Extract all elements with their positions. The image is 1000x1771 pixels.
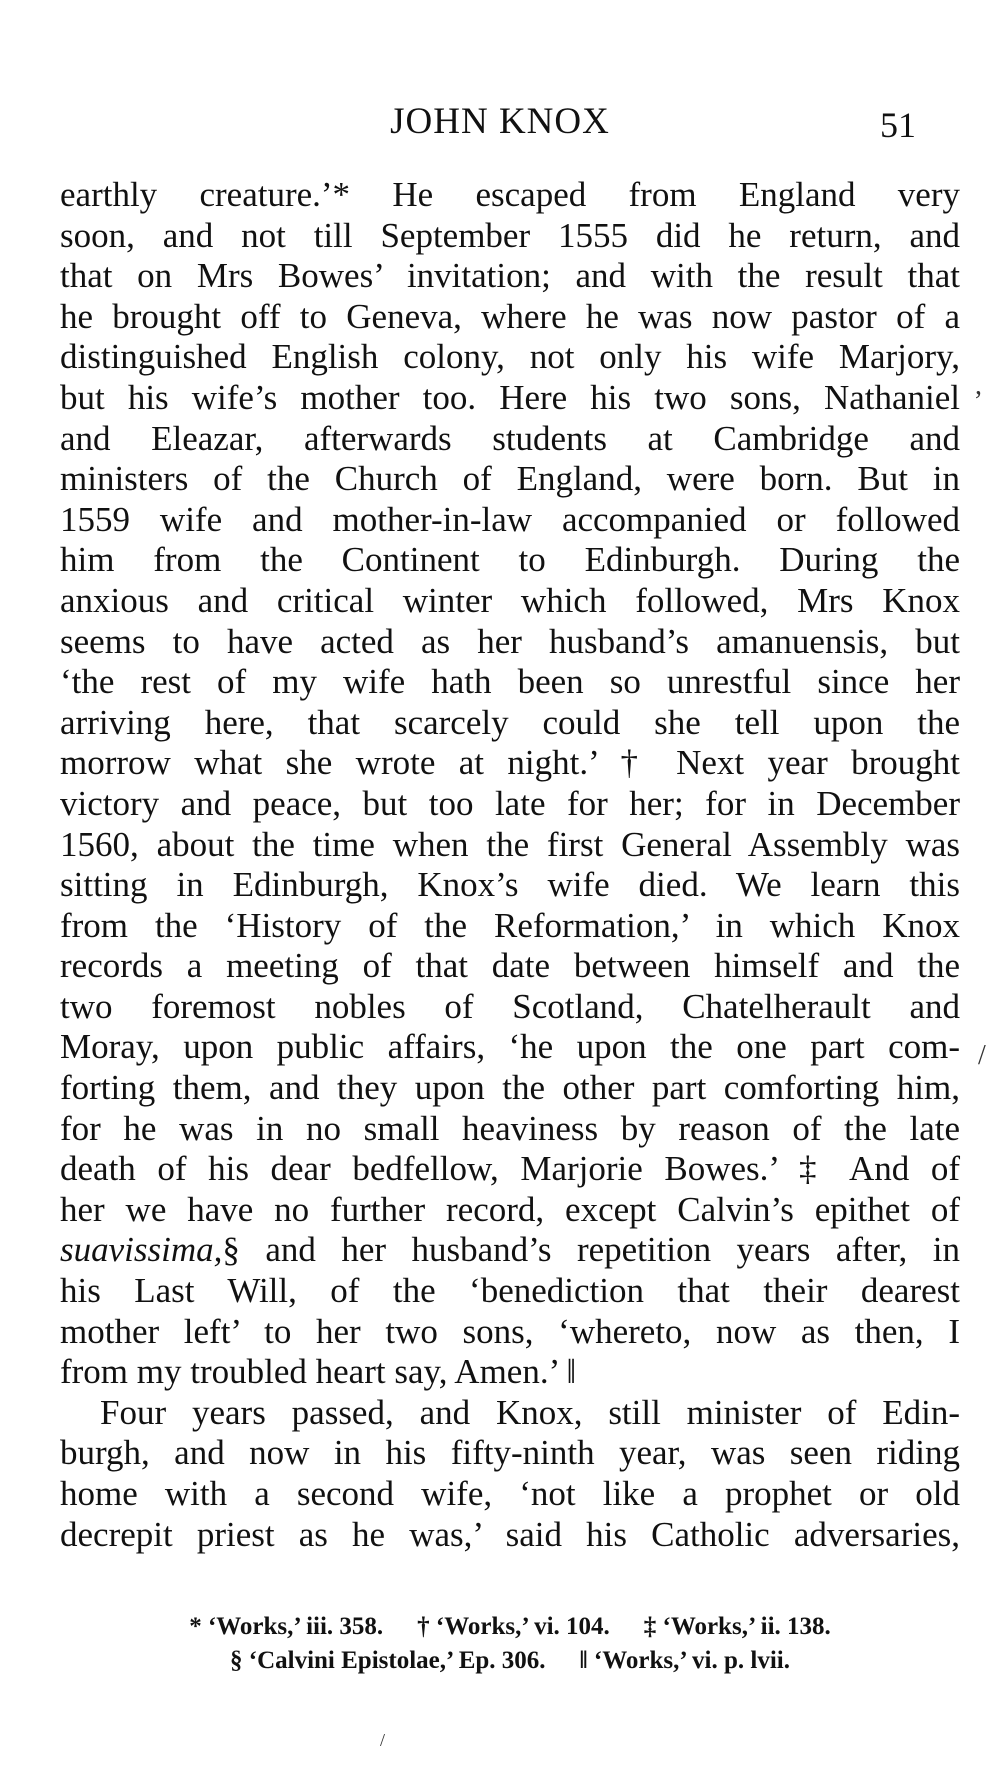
text-line: soon, and not till September 1555 did he return, and (60, 215, 960, 255)
body-text (60, 175, 960, 1555)
text-line: earthly creature.’* He escaped from England very (60, 175, 960, 214)
text-line: death of his dear bedfellow, Marjorie Bowes.’ ‡ And of (60, 1149, 960, 1189)
footnote: ‖ ‘Works,’ vi. p. lvii. (579, 1647, 790, 1674)
text-line: Moray, upon public affairs, ‘he upon the one part com- (60, 1027, 960, 1067)
text-line: decrepit priest as he was,’ said his Catholic adversaries, (60, 1514, 960, 1554)
text-line: records a meeting of that date between himself and the (60, 946, 960, 986)
text-line: from my troubled heart say, Amen.’ ‖ (60, 1352, 577, 1392)
margin-mark: , (975, 370, 982, 401)
text-line: distinguished English colony, not only his wife Marjory, (60, 337, 960, 377)
text-line: mother left’ to her two sons, ‘whereto, now as then, I (60, 1311, 960, 1351)
text-line: burgh, and now in his fifty-ninth year, was seen riding (60, 1433, 960, 1473)
text-line: seems to have acted as her husband’s amanuensis, but (60, 621, 960, 661)
running-head (0, 100, 1000, 150)
footnote-mark: § (222, 1230, 240, 1270)
text-line: morrow what she wrote at night.’ † Next year brought (60, 743, 960, 783)
text-line-rest: and her husband’s repetition years after, in (265, 1230, 960, 1270)
text-line: his Last Will, of the ‘benediction that their dearest (60, 1271, 960, 1311)
footnote: * ‘Works,’ iii. 358. (189, 1613, 384, 1640)
text-line: arriving here, that scarcely could she tell upon the (60, 702, 960, 742)
page-number: 51 (880, 105, 916, 145)
italic-word: suavissima, (60, 1230, 223, 1270)
text-line: home with a second wife, ‘not like a prophet or old (60, 1474, 960, 1513)
text-line-with-italic (60, 1230, 960, 1271)
running-title: JOHN KNOX (390, 101, 610, 142)
text-line: him from the Continent to Edinburgh. During the (60, 540, 960, 580)
text-line: ‘the rest of my wife hath been so unrestful since her (60, 662, 960, 702)
text-line: 1559 wife and mother-in-law accompanied or followed (60, 499, 960, 539)
footnotes (60, 1610, 960, 1678)
text-line: Four years passed, and Knox, still minister of Edin- (100, 1392, 960, 1432)
margin-mark: / (978, 1040, 986, 1071)
text-line: her we have no further record, except Calvin’s epithet of (60, 1189, 960, 1229)
text-line: 1560, about the time when the first General Assembly was (60, 824, 960, 864)
margin-mark: / (380, 1730, 386, 1750)
footnote-line (60, 1644, 960, 1678)
text-line: but his wife’s mother too. Here his two sons, Nathaniel (60, 377, 960, 417)
text-line: ministers of the Church of England, were born. But in (60, 459, 960, 499)
footnote-line (60, 1610, 960, 1644)
text-line: two foremost nobles of Scotland, Chatelherault and (60, 986, 960, 1026)
text-line: he brought off to Geneva, where he was now pastor of a (60, 296, 960, 336)
text-line: for he was in no small heaviness by reason of the late (60, 1108, 960, 1148)
text-line: that on Mrs Bowes’ invitation; and with the result that (60, 256, 960, 296)
text-line: sitting in Edinburgh, Knox’s wife died. We learn this (60, 865, 960, 905)
text-line: victory and peace, but too late for her; for in December (60, 783, 960, 823)
text-line: from the ‘History of the Reformation,’ in which Knox (60, 905, 960, 945)
text-line: anxious and critical winter which followed, Mrs Knox (60, 580, 960, 620)
footnote: § ‘Calvini Epistolae,’ Ep. 306. (230, 1647, 546, 1674)
footnote: ‡ ‘Works,’ ii. 138. (643, 1613, 831, 1640)
text-line: and Eleazar, afterwards students at Cambridge and (60, 418, 960, 458)
text-line: forting them, and they upon the other part comforting him, (60, 1068, 960, 1108)
footnote: † ‘Works,’ vi. 104. (417, 1613, 610, 1640)
